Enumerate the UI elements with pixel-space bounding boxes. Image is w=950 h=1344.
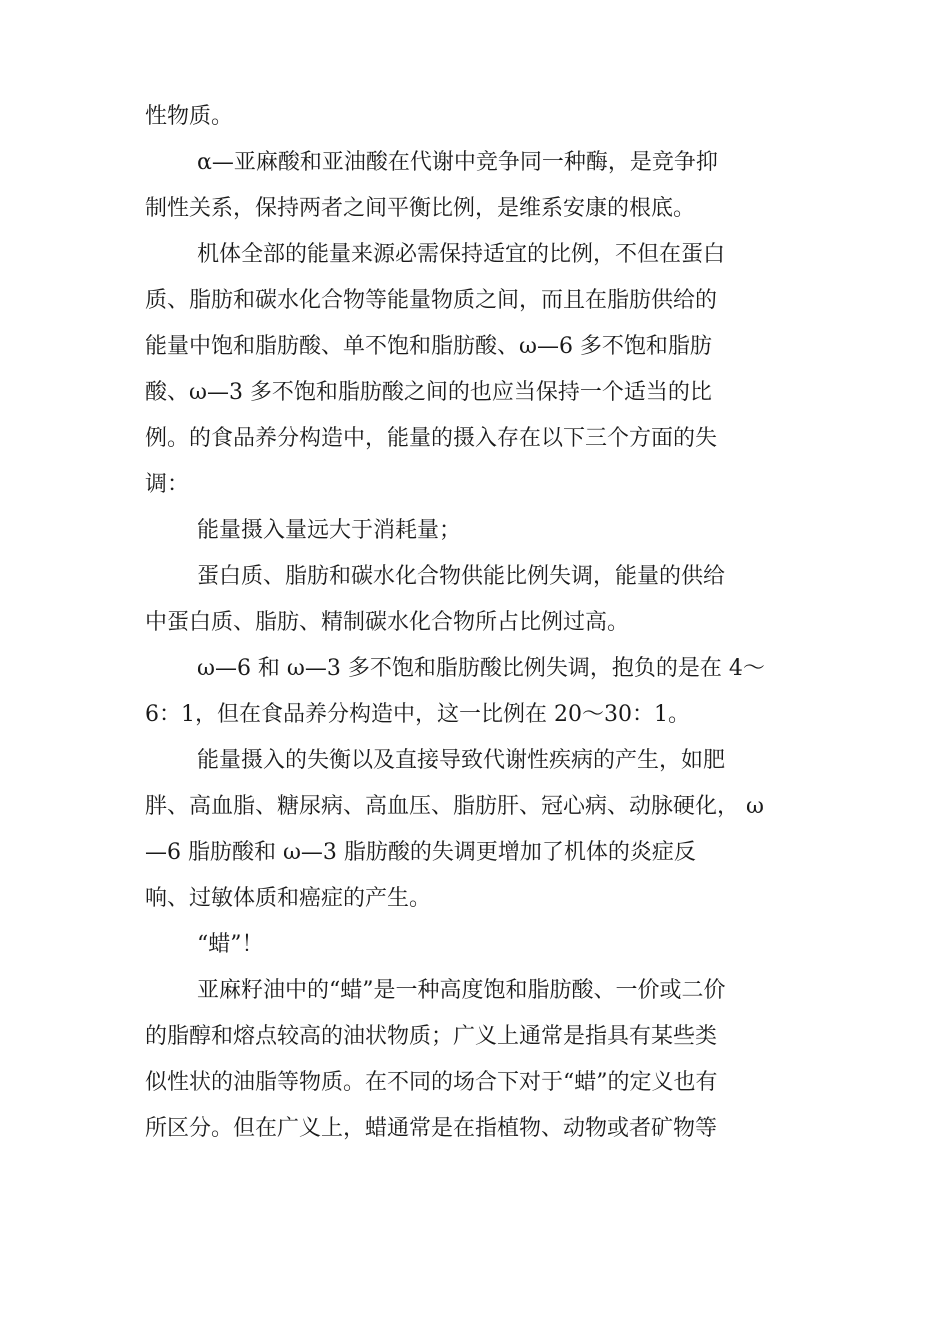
text-line: ω—6 和 ω—3 多不饱和脂肪酸比例失调，抱负的是在 4～ [197,656,765,681]
text-line: 能量摄入的失衡以及直接导致代谢性疾病的产生，如肥 [197,748,726,773]
text-line: 响、过敏体质和癌症的产生。 [145,886,432,911]
text-line: 亚麻籽油中的“蜡”是一种高度饱和脂肪酸、一价或二价 [197,978,726,1003]
text-line: 能量摄入量远大于消耗量； [197,518,462,543]
text-line: 质、脂肪和碳水化合物等能量物质之间，而且在脂肪供给的 [145,288,718,313]
text-line: 酸、ω—3 多不饱和脂肪酸之间的也应当保持一个适当的比 [145,380,712,405]
text-line: 机体全部的能量来源必需保持适宜的比例，不但在蛋白 [197,242,726,267]
body-text [145,94,845,1152]
text-line: 制性关系，保持两者之间平衡比例，是维系安康的根底。 [145,196,696,221]
text-line: 所区分。但在广义上，蜡通常是在指植物、动物或者矿物等 [145,1116,718,1141]
text-line: 例。的食品养分构造中，能量的摄入存在以下三个方面的失 [145,426,718,451]
text-line: 胖、高血脂、糖尿病、高血压、脂肪肝、冠心病、动脉硬化， ω [145,794,764,819]
text-line: 的脂醇和熔点较高的油状物质；广义上通常是指具有某些类 [145,1024,718,1049]
text-line: 性物质。 [145,104,234,129]
text-line: “蜡”！ [197,932,264,957]
text-line: 中蛋白质、脂肪、精制碳水化合物所占比例过高。 [145,610,630,635]
text-line: 调： [145,472,190,497]
text-line: 蛋白质、脂肪和碳水化合物供能比例失调，能量的供给 [197,564,726,589]
text-line: 能量中饱和脂肪酸、单不饱和脂肪酸、ω—6 多不饱和脂肪 [145,334,712,359]
text-line: 似性状的油脂等物质。在不同的场合下对于“蜡”的定义也有 [145,1070,718,1095]
text-line: α—亚麻酸和亚油酸在代谢中竞争同一种酶，是竞争抑 [197,150,718,175]
text-line: —6 脂肪酸和 ω—3 脂肪酸的失调更增加了机体的炎症反 [145,840,696,865]
text-line: 6：1，但在食品养分构造中，这一比例在 20～30：1。 [145,702,690,727]
